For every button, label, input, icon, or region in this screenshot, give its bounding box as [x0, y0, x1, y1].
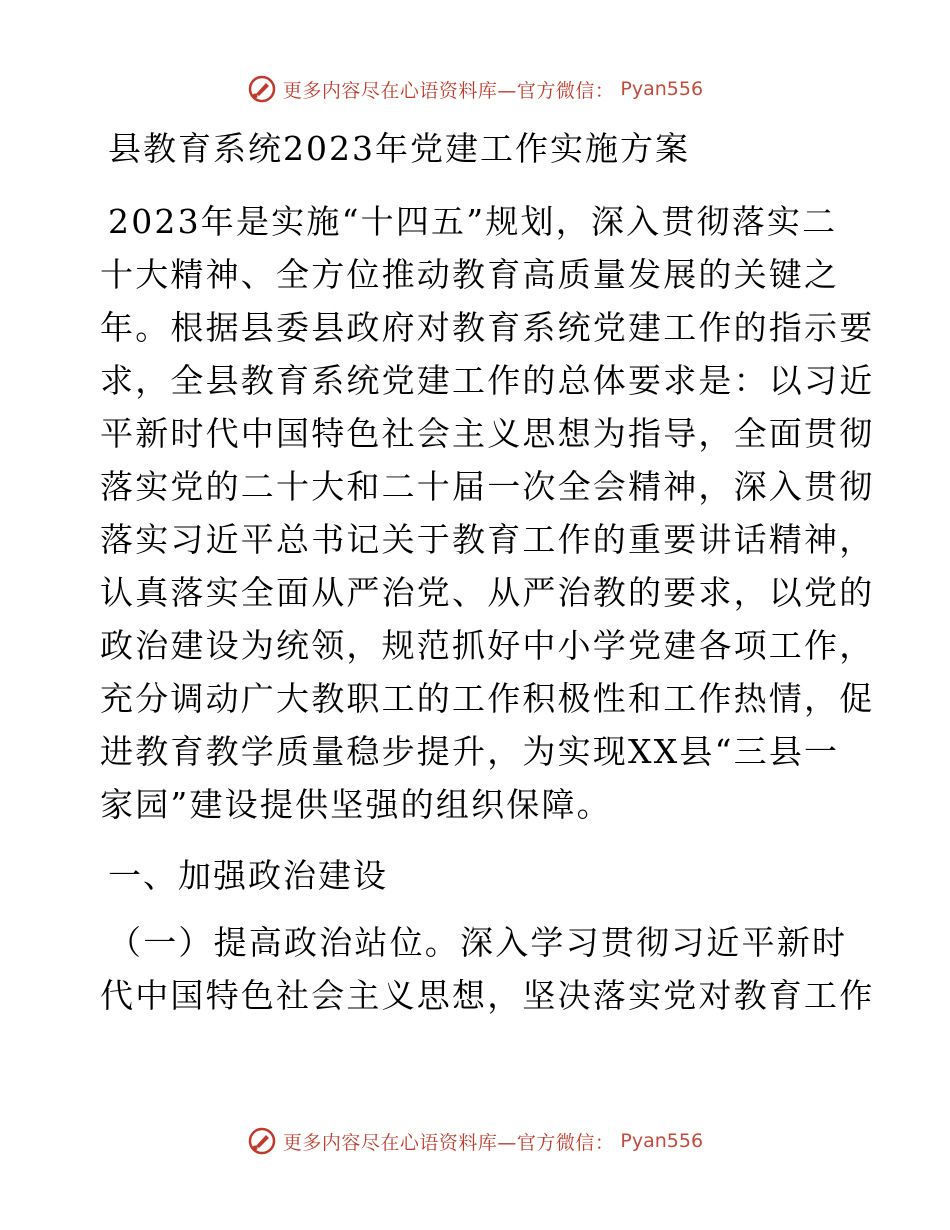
intro-line: 求，全县教育系统党建工作的总体要求是：以习近: [100, 361, 875, 400]
intro-line: 2023年是实施“十四五”规划，深入贯彻落实二: [108, 202, 838, 241]
logo-icon: [247, 74, 277, 104]
intro-line: 平新时代中国特色社会主义思想为指导，全面贯彻: [100, 414, 875, 453]
document-title: 县教育系统2023年党建工作实施方案: [108, 129, 690, 168]
intro-line: 进教育教学质量稳步提升，为实现XX县“三县一: [100, 732, 840, 771]
subsection-line: （一）提高政治站位。深入学习贯彻习近平新时: [108, 923, 848, 962]
intro-line: 落实党的二十大和二十届一次全会精神，深入贯彻: [100, 467, 875, 506]
watermark-text: 更多内容尽在心语资料库—官方微信：: [282, 79, 615, 102]
watermark-wechat-id: Pyan556: [620, 78, 704, 100]
intro-line: 落实习近平总书记关于教育工作的重要讲话精神，: [100, 520, 875, 559]
footer-watermark: [0, 1126, 950, 1156]
subsection-line: 代中国特色社会主义思想，坚决落实党对教育工作: [100, 976, 875, 1015]
intro-line: 充分调动广大教职工的工作积极性和工作热情，促: [100, 679, 875, 718]
section-heading: 一、加强政治建设: [108, 856, 388, 895]
subsection-paragraph: [100, 916, 875, 1022]
intro-paragraph: [100, 195, 875, 831]
document-body: [100, 125, 875, 1022]
watermark-wechat-id: Pyan556: [620, 1130, 704, 1152]
watermark-text: 更多内容尽在心语资料库—官方微信：: [282, 1131, 615, 1154]
logo-icon: [247, 1126, 277, 1156]
intro-line: 政治建设为统领，规范抓好中小学党建各项工作，: [100, 626, 875, 665]
intro-line: 十大精神、全方位推动教育高质量发展的关键之: [100, 255, 840, 294]
intro-line: 认真落实全面从严治党、从严治教的要求，以党的: [100, 573, 875, 612]
intro-line: 家园”建设提供坚强的组织保障。: [100, 785, 612, 824]
intro-line: 年。根据县委县政府对教育系统党建工作的指示要: [100, 308, 875, 347]
header-watermark: [0, 74, 950, 104]
